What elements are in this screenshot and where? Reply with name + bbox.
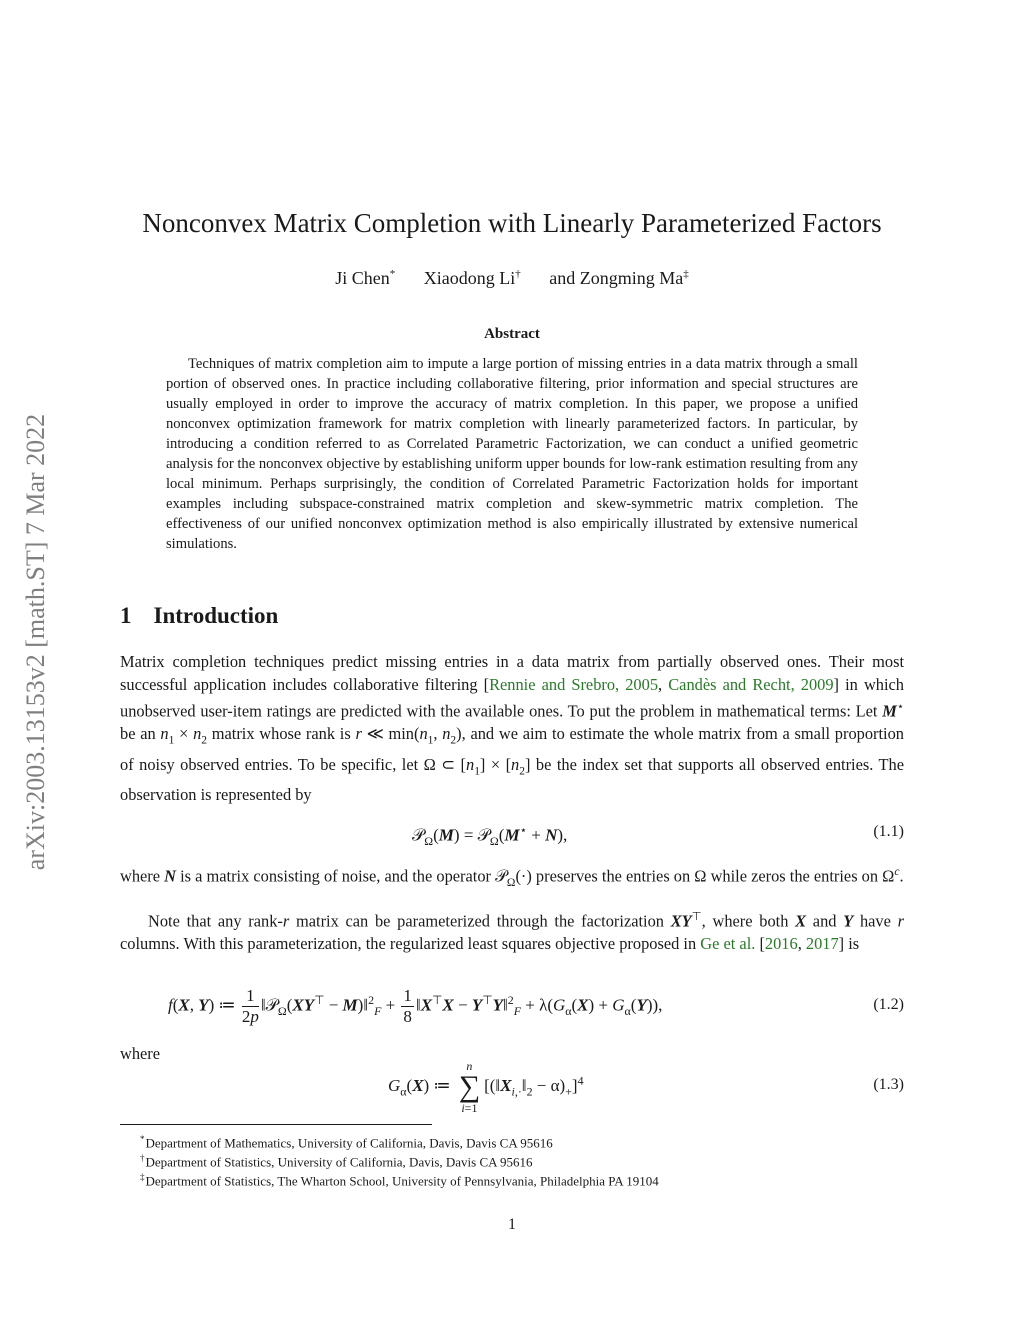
author-footnote-mark: ‡ (683, 268, 689, 280)
footnote: ‡Department of Statistics, The Wharton School, University of Pennsylvania, Philadelphia PA 19104 (140, 1172, 659, 1189)
equation-body: $G_\alpha(X)$ ≔ n ∑ i=1 $[(‖X_{i,\cdot}‖_2 - \alpha)_+]^4$ (388, 1059, 584, 1115)
equation-1-2 (120, 986, 904, 1030)
citation-link[interactable]: 2017 (805, 934, 839, 954)
body-paragraph: where (120, 1044, 161, 1063)
equation-body: 𝒫$_\Omega$(M) = 𝒫$_\Omega$(M⋆ + N), (412, 823, 568, 849)
section-number: 1 (120, 603, 132, 628)
citation-link[interactable]: Rennie and Srebro, 2005 (489, 675, 659, 694)
citation-link[interactable]: 2016 (764, 934, 798, 954)
equation-number: (1.2) (873, 996, 904, 1013)
intro-paragraph: Matrix completion techniques predict missing entries in a data matrix from partially observed ones. Their most successful application includes collaborative filtering [Rennie and Srebro, 2005, Candès and Recht, 2009] in which unobserved user-item ratings are predicted with the available ones. To put the problem in mathematical terms: Let M⋆ be an $n_1 \times n_2$ matrix whose rank is r ≪ $\min(n_1$, $n_2$), and we aim to estimate the whole matrix from a small proportion of noisy observed entries. To be specific, let Ω ⊂ $[n_1] \times [n_2]$ be the index set that supports all observed entries. The observation is represented by (120, 652, 905, 805)
footnote-divider (120, 1124, 432, 1125)
author: Xiaodong Li† (423, 268, 521, 288)
abstract-heading: Abstract (484, 326, 540, 342)
equation-1-1 (120, 823, 904, 847)
equation-body: f(X, Y) ≔ $\frac{1}{2p}$ ‖𝒫$_\Omega$(XY⊤ − M)‖$^2_F$ + $\frac{1}{8}$ ‖X⊤X − Y⊤Y‖$^2_F$ + $\lambda(G_\alpha(X) + G_\alpha(Y))$, (168, 986, 663, 1026)
body-paragraph: where N is a matrix consisting of noise, and the operator 𝒫$_\Omega$(·) preserves the entries on Ω while zeros the entries on $\Omega^c$. (120, 866, 904, 889)
equation-1-3 (120, 1060, 904, 1116)
citation-link[interactable]: Candès and Recht, 2009 (668, 675, 834, 694)
paper-title: Nonconvex Matrix Completion with Linearly Parameterized Factors (142, 208, 882, 238)
body-paragraph: Note that any rank-r matrix can be parameterized through the factorization XY⊤, where both X and Y have r columns. With this parameterization, the regularized least squares objective proposed in Ge et al. [2016, 2017] is (120, 911, 905, 954)
author-footnote-mark: * (389, 268, 396, 280)
page-number: 1 (508, 1216, 516, 1233)
citation-link[interactable]: Ge et al. (700, 934, 756, 954)
author-list (0, 268, 1024, 289)
abstract-body: Techniques of matrix completion aim to impute a large portion of missing entries in a data matrix through a small portion of observed ones. In practice including collaborative filtering, prior information and special structures are usually employed in order to improve the accuracy of matrix completion. In this paper, we propose a unified nonconvex optimization framework for matrix completion with linearly parameterized factors. In particular, by introducing a condition referred to as Correlated Parametric Factorization, we can conduct a unified geometric analysis for the nonconvex objective by establishing uniform upper bounds for low-rank estimation resulting from any local minimum. Perhaps surprisingly, the condition of Correlated Parametric Factorization holds for important examples including subspace-constrained matrix completion and skew-symmetric matrix completion. The effectiveness of our unified nonconvex optimization method is also empirically illustrated by extensive numerical simulations. (166, 356, 858, 552)
arxiv-identifier-stamp: arXiv:2003.13153v2 [math.ST] 7 Mar 2022 (21, 413, 50, 871)
equation-number: (1.3) (873, 1076, 904, 1093)
author: Ji Chen* (335, 268, 396, 288)
footnote: †Department of Statistics, University of California, Davis, Davis CA 95616 (140, 1153, 533, 1170)
section-heading (120, 603, 278, 629)
section-title: Introduction (153, 603, 279, 628)
footnote: *Department of Mathematics, University of California, Davis, Davis CA 95616 (140, 1134, 553, 1151)
author-footnote-mark: † (515, 268, 521, 280)
author: and Zongming Ma‡ (549, 268, 689, 288)
equation-number: (1.1) (873, 823, 904, 840)
